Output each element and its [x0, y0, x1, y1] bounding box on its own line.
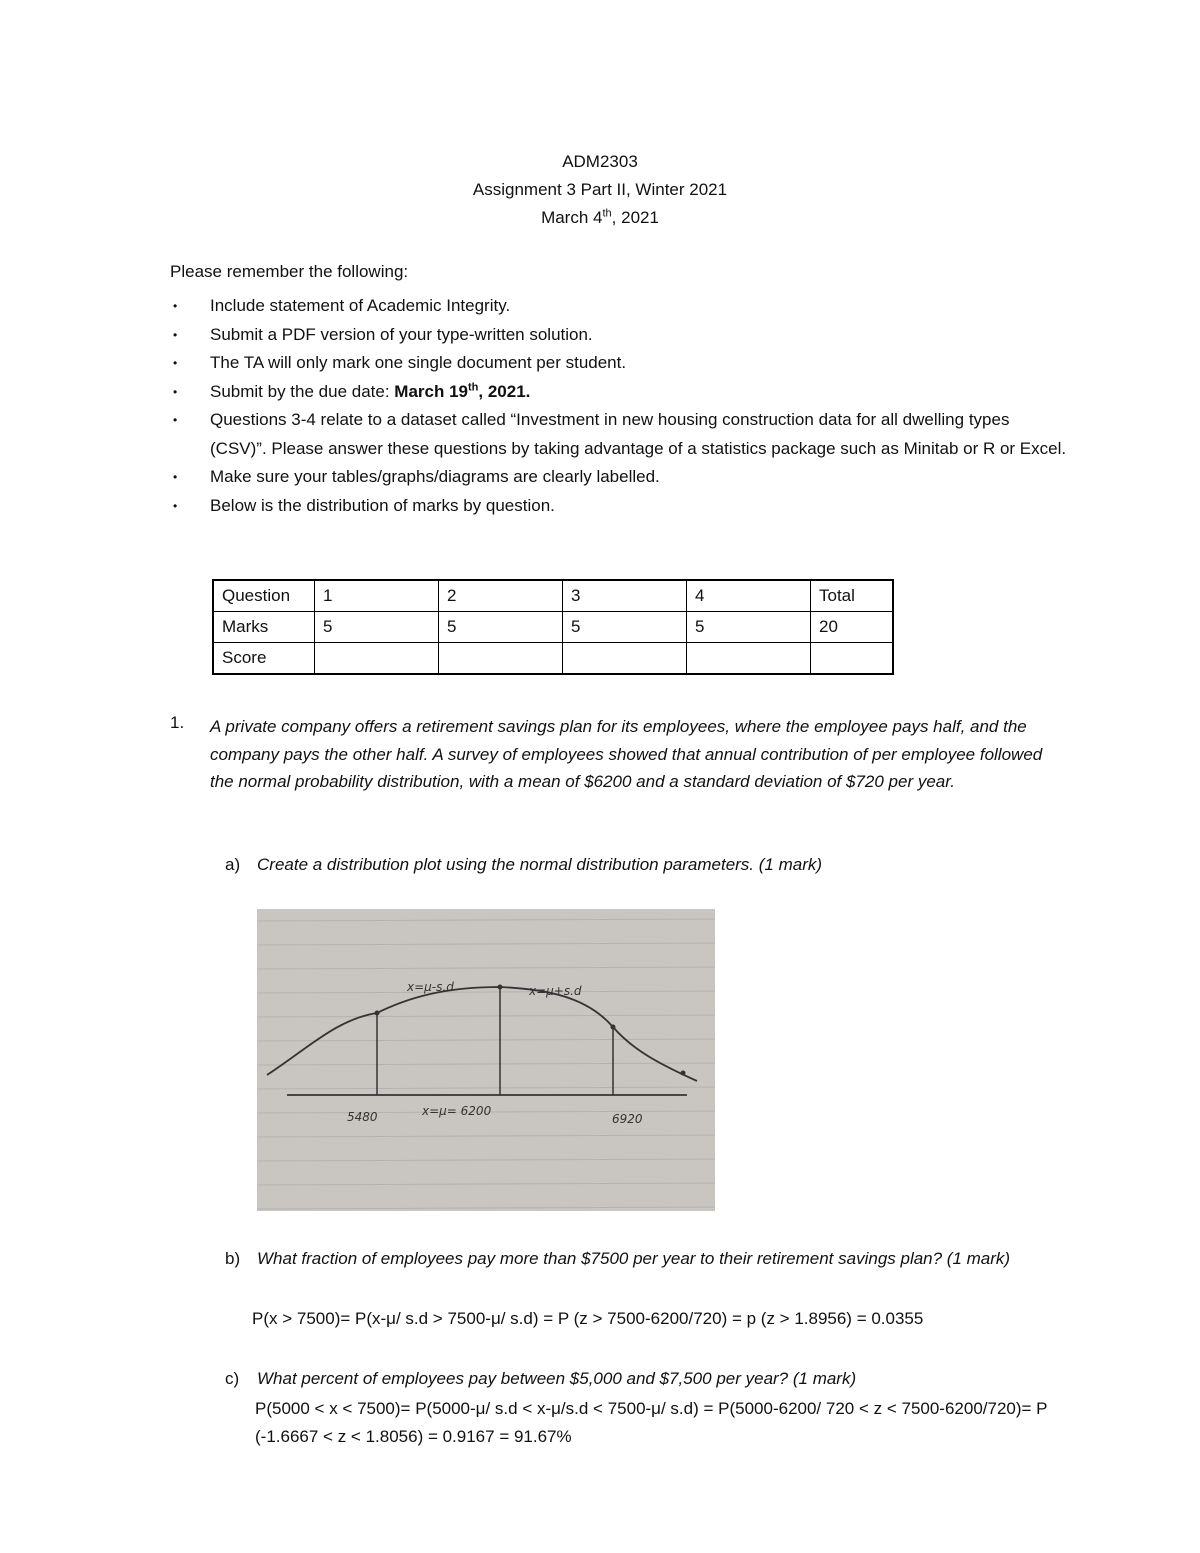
marks-table — [212, 579, 894, 675]
table-cell: 1 — [315, 580, 439, 612]
score-cell — [315, 643, 439, 675]
list-item: • Make sure your tables/graphs/diagrams are clearly labelled. — [173, 467, 660, 486]
sketch-tick-right: 6920 — [612, 1112, 643, 1126]
table-cell: Question — [213, 580, 315, 612]
table-cell: 3 — [563, 580, 687, 612]
list-item: • Submit a PDF version of your type-written solution. — [173, 324, 593, 344]
part-label: a) — [225, 855, 241, 874]
score-cell — [811, 643, 894, 675]
part-question: What fraction of employees pay more than $7500 per year to their retirement savings plan? (1 mark) — [257, 1249, 1011, 1268]
course-code: ADM2303 — [562, 152, 638, 171]
assignment-date: March 4th, 2021 — [541, 207, 659, 227]
table-cell: 5 — [687, 612, 811, 643]
due-date: March 19th, 2021. — [394, 380, 531, 401]
part-label: b) — [225, 1249, 241, 1268]
table-cell: 2 — [439, 580, 563, 612]
table-cell: 4 — [687, 580, 811, 612]
list-item: • The TA will only mark one single document per student. — [173, 353, 627, 372]
table-cell: Marks — [213, 612, 315, 643]
part-question: What percent of employees pay between $5,000 and $7,500 per year? (1 mark) — [257, 1369, 857, 1388]
list-item: • Below is the distribution of marks by question. — [173, 495, 555, 515]
question-text: A private company offers a retirement savings plan for its employees, where the employee pays half, and the company pays the other half. A survey of employees showed that annual contribution of per employee followed the normal probability distribution, with a mean of $6200 and a standard deviation of $720 per year. — [210, 717, 1043, 791]
table-row — [213, 580, 893, 612]
reminder-title: Please remember the following: — [170, 262, 409, 281]
table-row — [213, 643, 893, 675]
document-header — [0, 148, 1200, 232]
table-cell: Total — [811, 580, 894, 612]
sketch-label-left: x=μ-s.d — [407, 980, 454, 994]
answer-text: P(5000 < x < 7500)= P(5000-μ/ s.d < x-μ/s.d < 7500-μ/ s.d) = P(5000-6200/ 720 < z < 7500-6200/720)= P (-1.6667 < z < 1.8056) = 0.9167 = 91.67% — [255, 1399, 1048, 1446]
table-cell: 5 — [315, 612, 439, 643]
list-item-due-date: • Submit by the due date: March 19th, 2021. — [173, 380, 531, 401]
table-row — [213, 612, 893, 643]
sketch-label-right: x=μ+s.d — [529, 984, 582, 998]
score-cell — [687, 643, 811, 675]
list-item: • Questions 3-4 relate to a dataset called “Investment in new housing construction data for all dwelling types (CSV)”. Please answer these questions by taking advantage of a statistics package such as Minitab or R or Excel. — [173, 410, 1067, 458]
answer-text: P(x > 7500)= P(x-μ/ s.d > 7500-μ/ s.d) = P (z > 7500-6200/720) = p (z > 1.8956) = 0.0355 — [252, 1309, 924, 1328]
table-cell: 20 — [811, 612, 894, 643]
assignment-title: Assignment 3 Part II, Winter 2021 — [472, 180, 728, 199]
part-label: c) — [225, 1369, 240, 1388]
table-cell: 5 — [563, 612, 687, 643]
score-cell — [563, 643, 687, 675]
part-question: Create a distribution plot using the normal distribution parameters. (1 mark) — [257, 855, 823, 874]
question-number: 1. — [170, 713, 185, 732]
reminder-list — [170, 292, 1070, 520]
sketch-tick-mean: x=μ= 6200 — [422, 1104, 492, 1118]
table-cell: 5 — [439, 612, 563, 643]
sketch-tick-left: 5480 — [347, 1110, 378, 1124]
table-cell: Score — [213, 643, 315, 675]
list-item: • Include statement of Academic Integrity. — [173, 296, 511, 315]
score-cell — [439, 643, 563, 675]
distribution-sketch-photo — [257, 909, 715, 1211]
